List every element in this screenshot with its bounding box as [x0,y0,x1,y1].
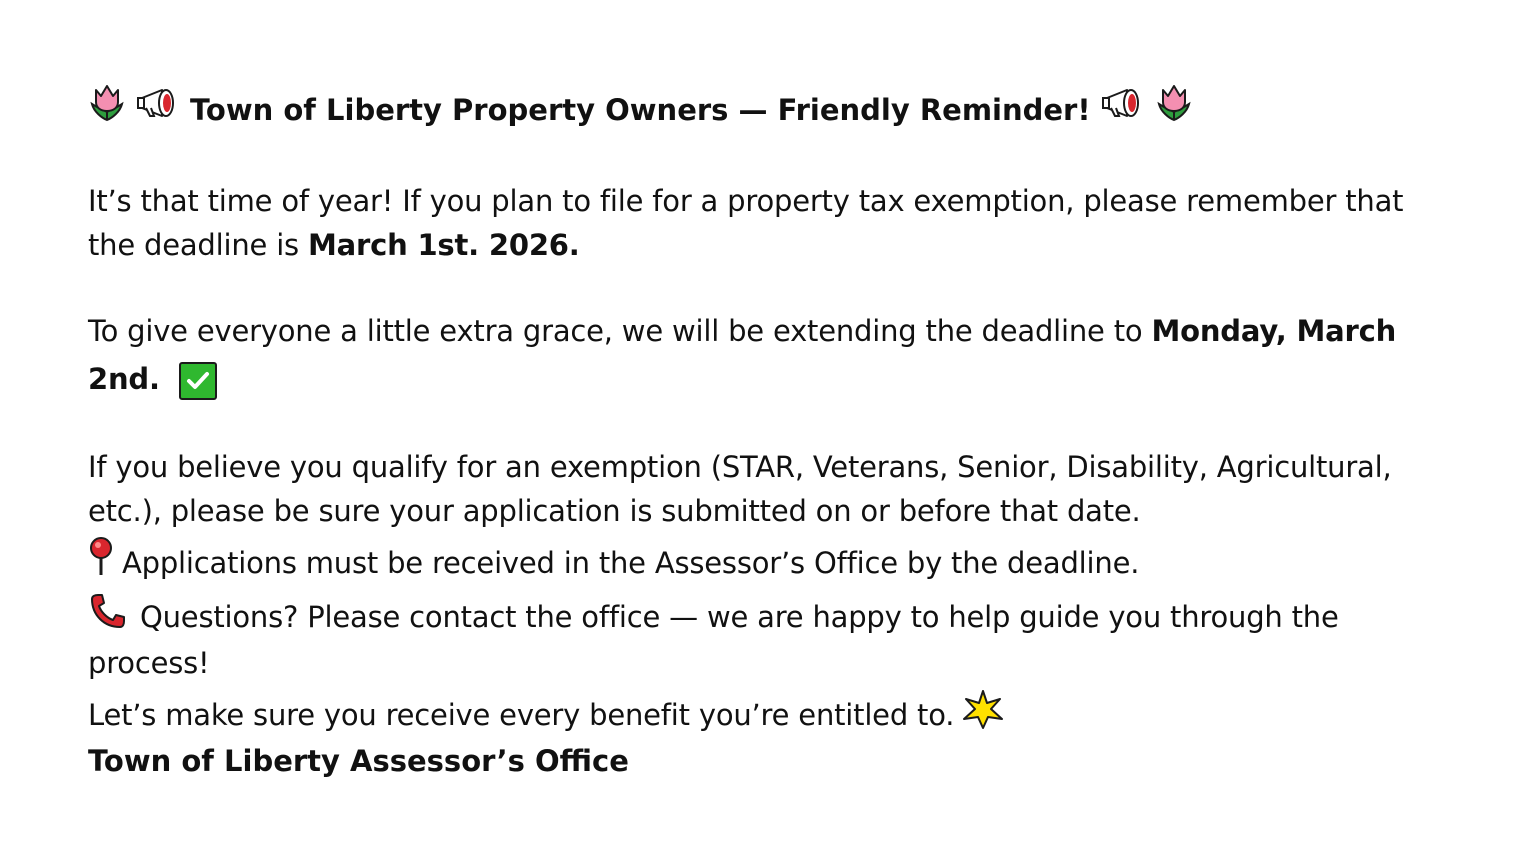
paragraph-3-line-1: If you believe you qualify for an exemption (STAR, Veterans, Senior, Disability, Agricultural, [88,450,1392,484]
star-icon [962,689,1004,741]
pushpin-icon [88,537,114,589]
phone-line-text-1: Questions? Please contact the office — we are happy to help guide you through the [140,600,1339,634]
closing-line [88,689,1478,741]
phone-line-wrap [88,593,1339,641]
notice [88,82,1478,781]
closing-text: Let’s make sure you receive every benefit you’re entitled to. [88,698,955,732]
phone-line-2: process! [88,646,210,680]
extension-text: To give everyone a little extra grace, we will be extending the deadline to [88,314,1152,348]
pin-line-wrap [88,537,1139,589]
tulip-icon [1155,82,1193,137]
paragraph-2-line-1 [88,309,1478,353]
pin-line-text: Applications must be received in the Assessor’s Office by the deadline. [122,546,1140,580]
closing-line-wrap [88,689,1004,741]
deadline-date: March 1st. 2026. [307,228,580,262]
paragraph-3-line-2: etc.), please be sure your application is submitted on or before that date. [88,494,1141,528]
extension-date-part-1: Monday, March [1151,314,1397,348]
extension-date-part-2: 2nd. [88,362,160,396]
tulip-icon [88,82,126,137]
paragraph-1-line-1: It’s that time of year! If you plan to file for a property tax exemption, please remember that [88,184,1404,218]
paragraph-2-line-2 [88,353,1478,405]
notice-title-row [88,82,1478,137]
pin-line [88,537,1478,589]
signoff: Town of Liberty Assessor’s Office [88,744,629,778]
paragraph-1-line-2 [88,223,1478,267]
phone-line-1 [88,593,1478,641]
notice-title: Town of Liberty Property Owners — Friendly Reminder! [190,92,1091,127]
deadline-text: the deadline is [88,228,308,262]
telephone-icon [88,593,132,641]
check-mark-icon [179,362,217,400]
megaphone-icon [1101,85,1145,135]
megaphone-icon [136,85,180,135]
